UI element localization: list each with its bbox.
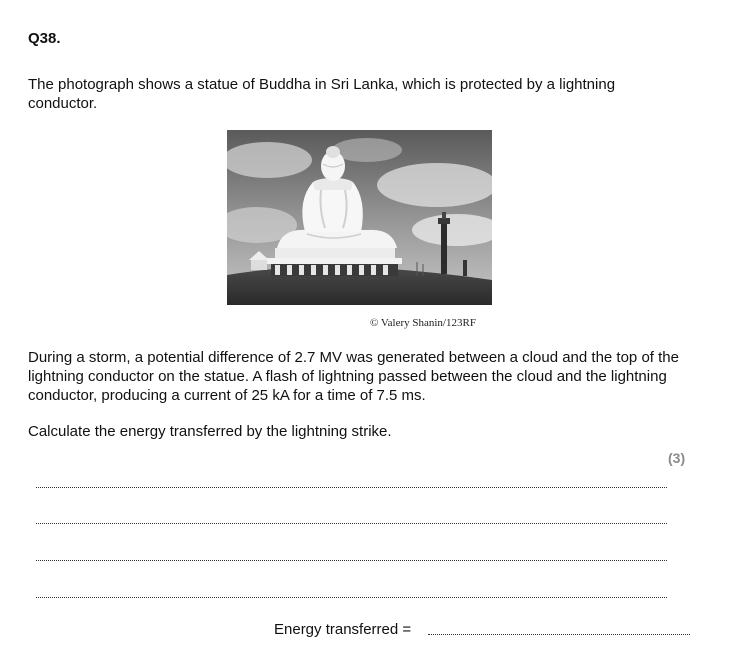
answer-line[interactable] [36, 523, 667, 524]
storm-description: During a storm, a potential difference of 2.7 MV was generated between a cloud and the top of the lightning conductor on the statue. A flash of lightning passed between the cloud and the lightning conductor, producing a current of 25 kA for a time of 7.5 ms. [28, 349, 679, 404]
question-intro: The photograph shows a statue of Buddha in Sri Lanka, which is protected by a lightning conductor. [28, 76, 616, 112]
answer-line[interactable] [36, 560, 667, 561]
answer-label: Energy transferred = [274, 621, 412, 638]
final-answer-line[interactable] [428, 634, 690, 635]
question-number: Q38. [28, 30, 61, 47]
answer-line[interactable] [36, 487, 667, 488]
photo-credit: © Valery Shanin/123RF [370, 317, 476, 329]
buddha-statue-photo [227, 130, 492, 305]
answer-line[interactable] [36, 597, 667, 598]
marks-indicator: (3) [668, 450, 686, 466]
question-instruction: Calculate the energy transferred by the lightning strike. [28, 423, 392, 440]
